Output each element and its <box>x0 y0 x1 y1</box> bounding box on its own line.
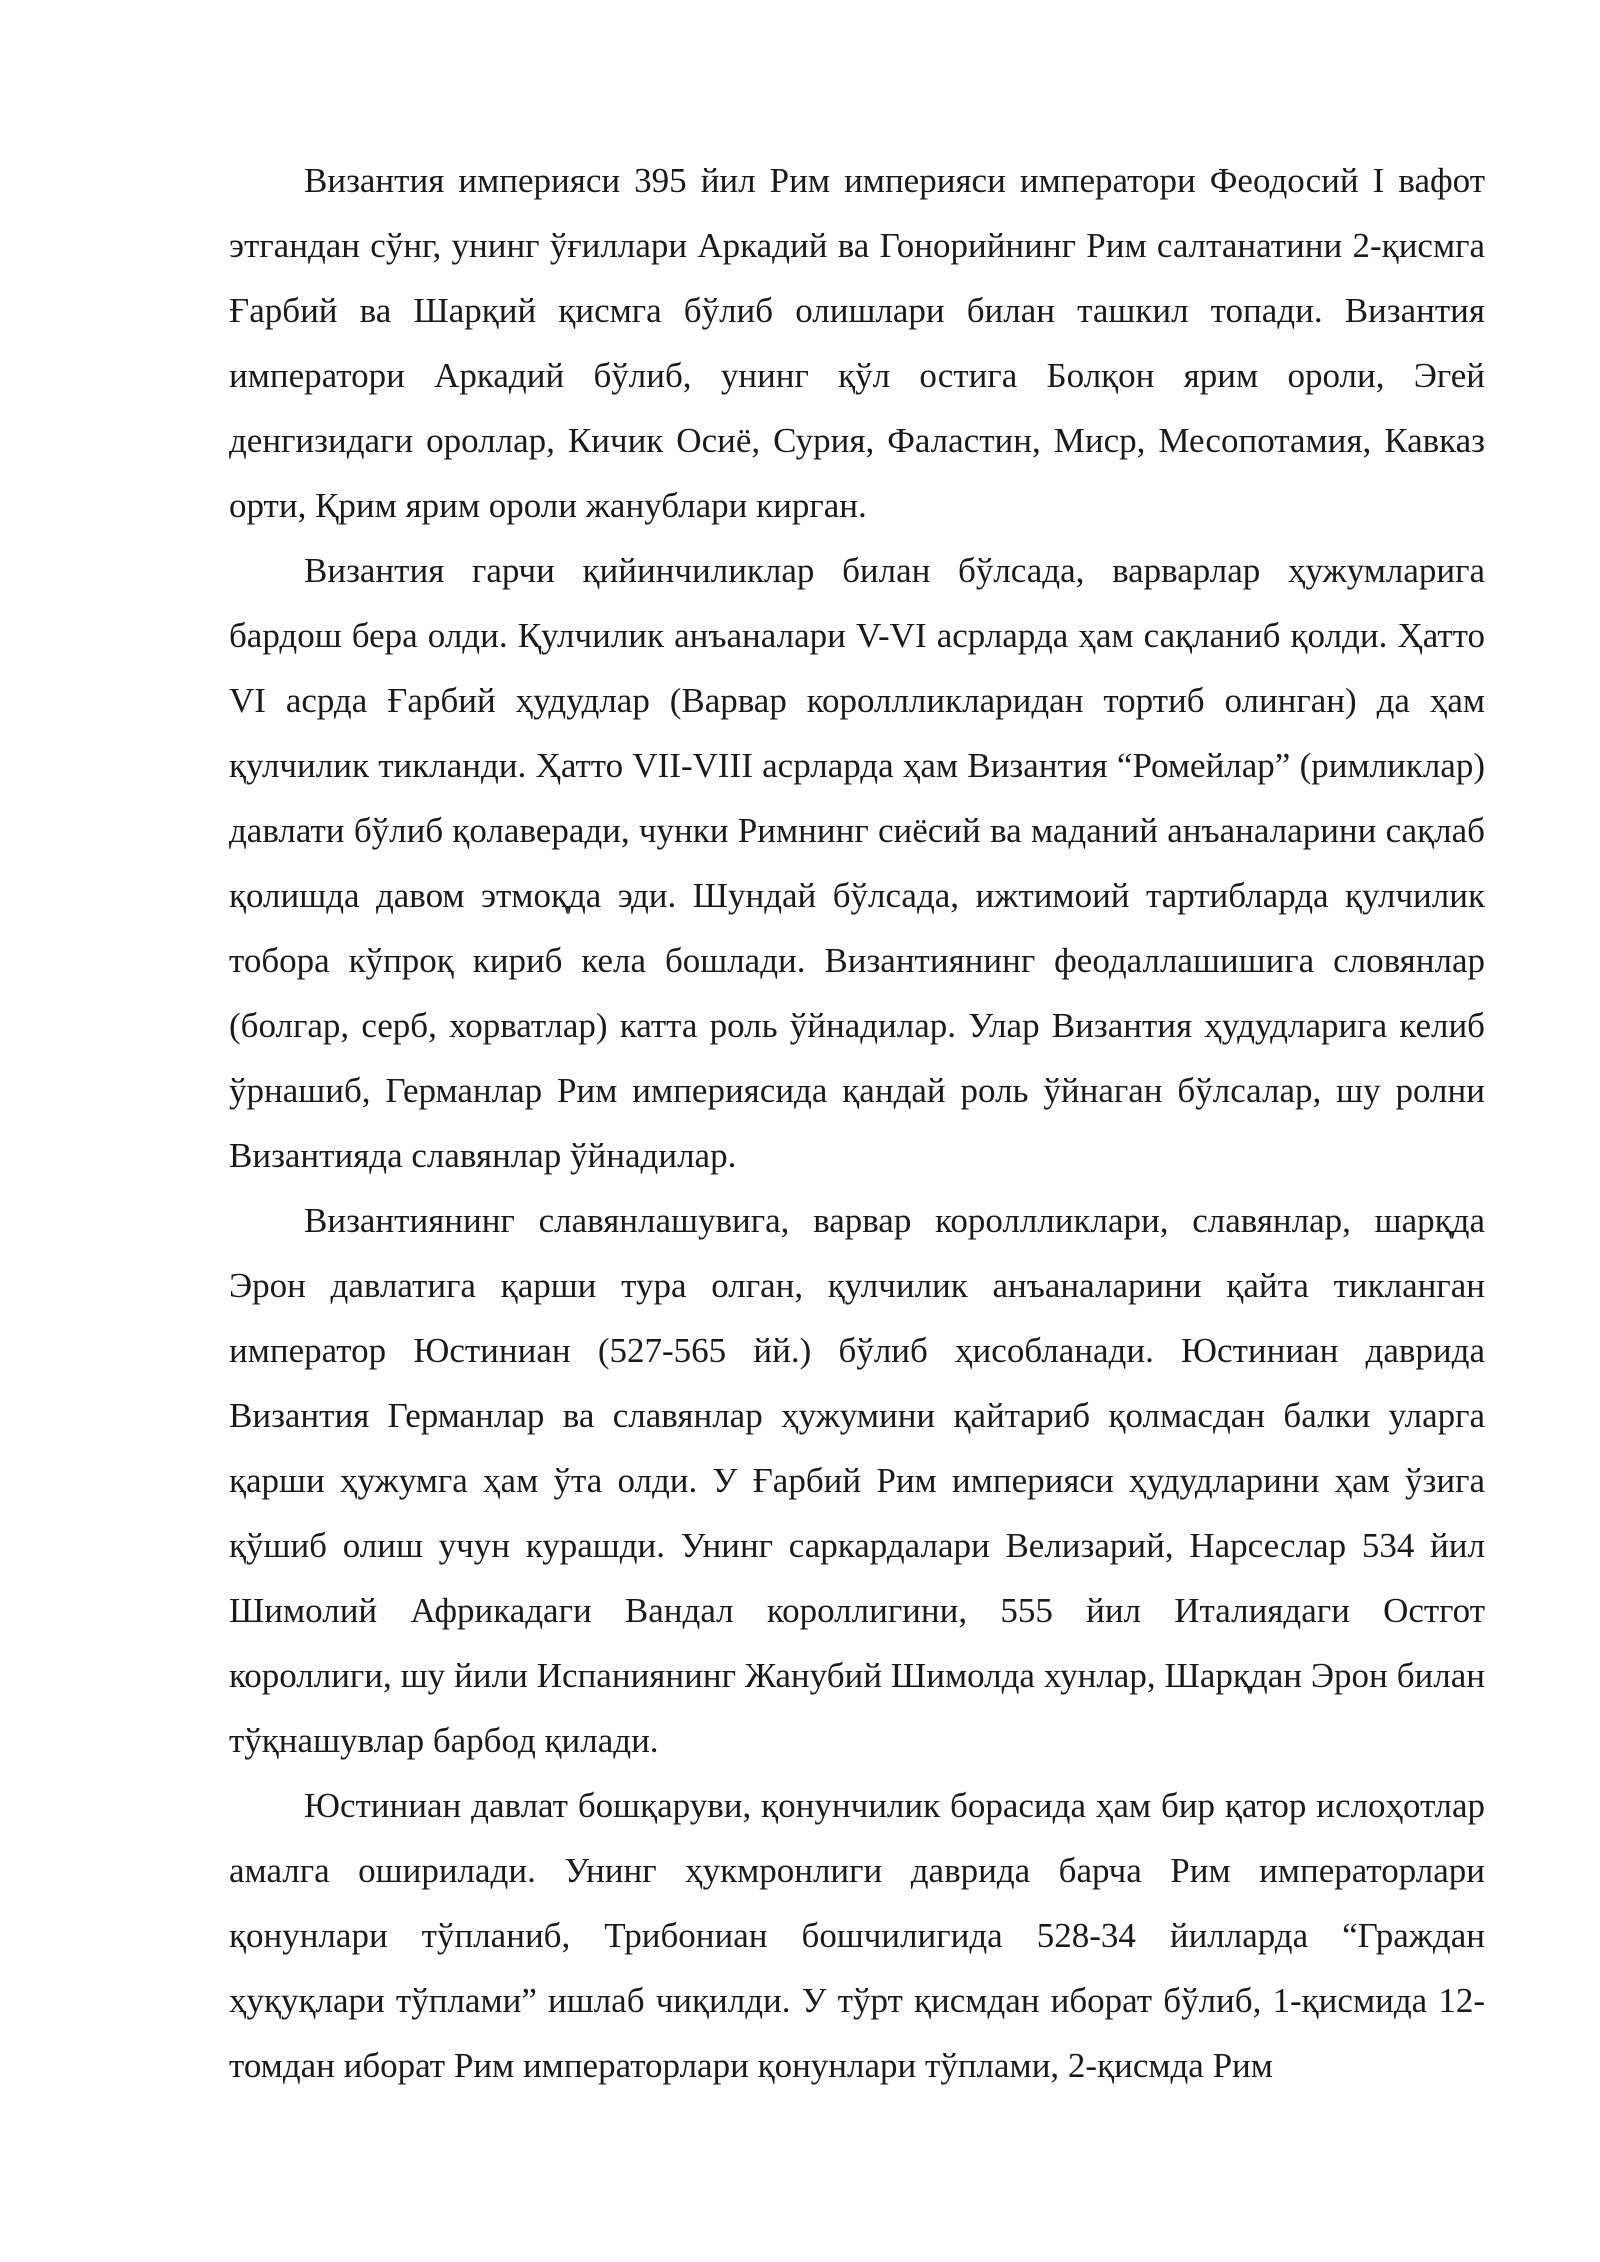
paragraph-justinian-reign: Византиянинг славянлашувига, варвар короллликлари, славянлар, шарқда Эрон давлатига қарши тура олган, қулчилик анъаналарини қайта тикланган император Юстиниан (527-565 йй.) бўлиб ҳисобланади. Юстиниан даврида Византия Германлар ва славянлар ҳужумини қайтариб қолмасдан балки уларга қарши ҳужумга ҳам ўта олди. У Ғарбий Рим империяси ҳудудларини ҳам ўзига қўшиб олиш учун курашди. Унинг саркардалари Велизарий, Нарсеслар 534 йил Шимолий Африкадаги Вандал короллигини, 555 йил Италиядаги Остгот короллиги, шу йили Испаниянинг Жанубий Шимолда хунлар, Шарқдан Эрон билан тўқнашувлар барбод қилади. <box>229 1201 1485 1760</box>
document-body <box>229 148 1485 2098</box>
paragraph-justinian-reforms: Юстиниан давлат бошқаруви, қонунчилик борасида ҳам бир қатор ислоҳотлар амалга оширилади. Унинг ҳукмронлиги даврида барча Рим императорлари қонунлари тўпланиб, Трибониан бошчилигида 528-34 йилларда “Граждан ҳуқуқлари тўплами” ишлаб чиқилди. У тўрт қисмдан иборат бўлиб, 1-қисмида 12-томдан иборат Рим императорлари қонунлари тўплами, 2-қисмда Рим <box>229 1786 1485 2085</box>
paragraph-byzantium-founding: Византия империяси 395 йил Рим империяси императори Феодосий I вафот этгандан сўнг, унинг ўғиллари Аркадий ва Гонорийнинг Рим салтанатини 2-қисмга Ғарбий ва Шарқий қисмга бўлиб олишлари билан ташкил топади. Византия императори Аркадий бўлиб, унинг қўл остига Болқон ярим ороли, Эгей денгизидаги ороллар, Кичик Осиё, Сурия, Фаластин, Миср, Месопотамия, Кавказ орти, Қрим ярим ороли жанублари кирган. <box>229 161 1485 525</box>
paragraph-slavery-traditions: Византия гарчи қийинчиликлар билан бўлсада, варварлар ҳужумларига бардош бера олди. Қулчилик анъаналари V-VI асрларда ҳам сақланиб қолди. Ҳатто VI асрда Ғарбий ҳудудлар (Варвар короллликларидан тортиб олинган) да ҳам қулчилик тикланди. Ҳатто VII-VIII асрларда ҳам Византия “Ромейлар” (римликлар) давлати бўлиб қолаверади, чунки Римнинг сиёсий ва маданий анъаналарини сақлаб қолишда давом этмоқда эди. Шундай бўлсада, ижтимоий тартибларда қулчилик тобора кўпроқ кириб кела бошлади. Византиянинг феодаллашишига словянлар (болгар, серб, хорватлар) катта роль ўйнадилар. Улар Византия ҳудудларига келиб ўрнашиб, Германлар Рим империясида қандай роль ўйнаган бўлсалар, шу ролни Византияда славянлар ўйнадилар. <box>229 551 1485 1175</box>
